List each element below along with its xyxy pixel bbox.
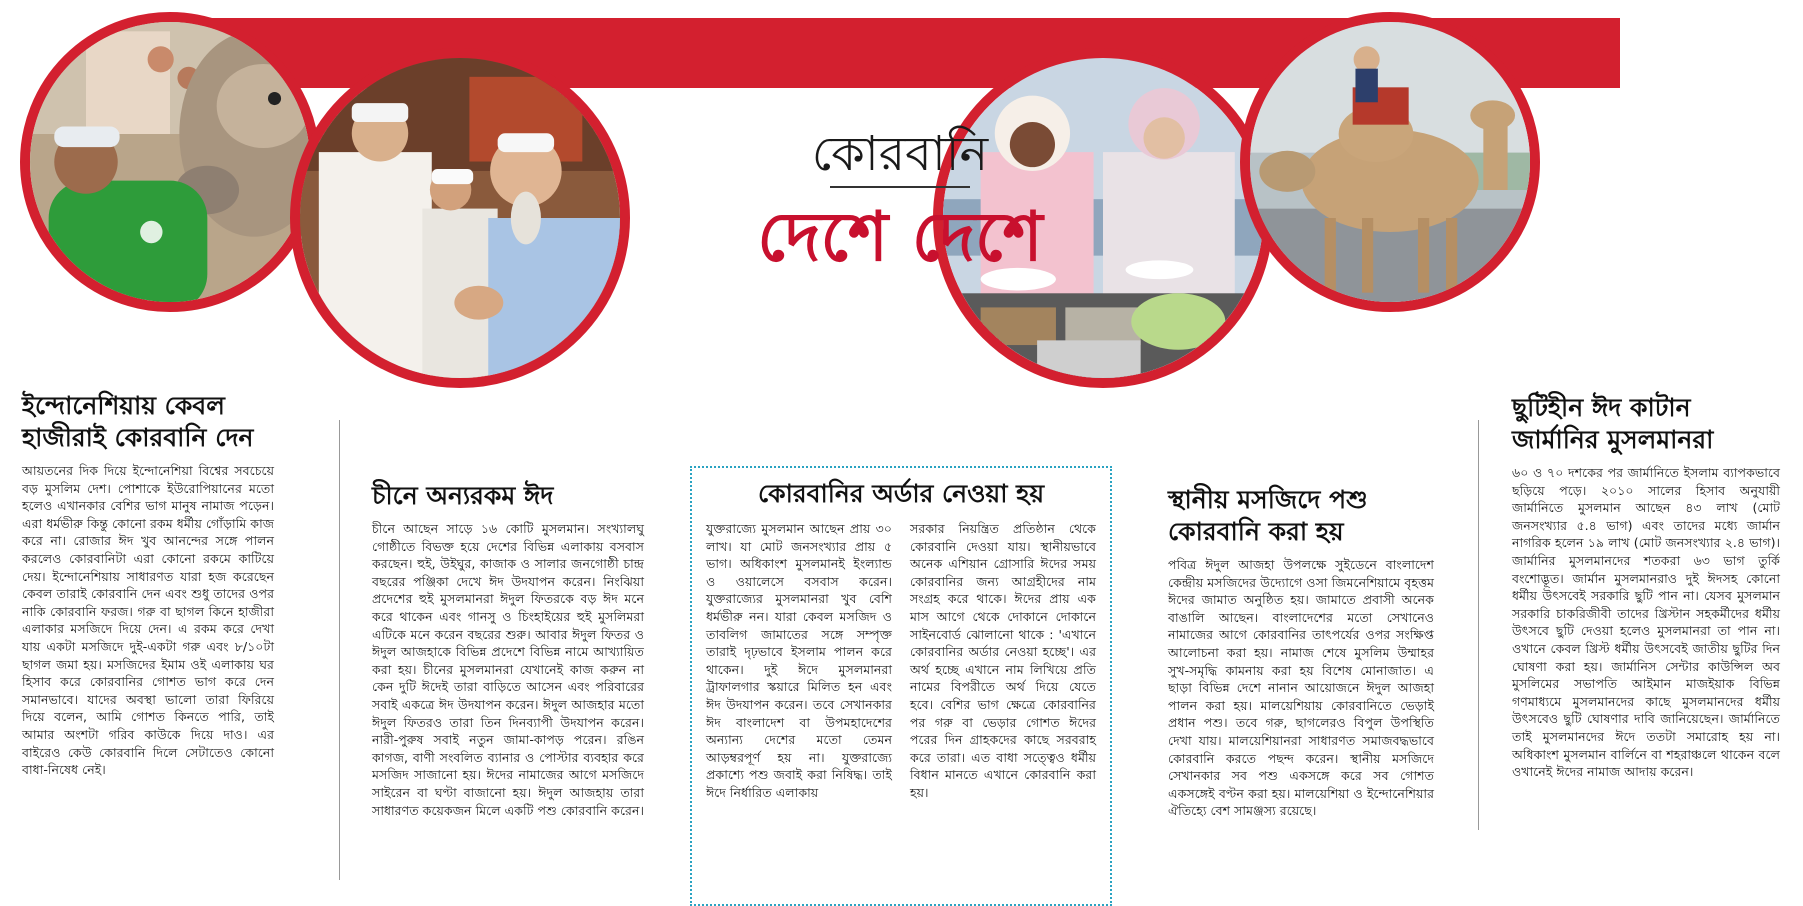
- photo-men-greeting: [290, 48, 630, 388]
- body-uk-col2: সরকার নিয়ন্ত্রিত প্রতিষ্ঠান থেকে কোরবানি দেওয়া যায়। স্থানীয়ভাবে অনেক এশিয়ান গ্রোসারি ঈদের সময় কোরবানির জন্য আগ্রহীদের নাম সংগ্রহ করে থাকে। ঈদের প্রায় এক মাস আগে থেকে দোকানে দোকানে সাইনবোর্ড ঝোলানো থাকে : 'এখানে কোরবানির অর্ডার নেওয়া হচ্ছে'। এর অর্থ হচ্ছে এখানে নাম লিখিয়ে প্রতি নামের বিপরীতে অর্থ দিয়ে যেতে হবে। বেশির ভাগ ক্ষেত্রে কোরবানির পর গরু বা ভেড়ার গোশত ঈদের পরের দিন গ্রাহকদের কাছে সরবরাহ করে তারা। এত বাধা সত্ত্বেও ধর্মীয় বিধান মানতে এখানে কোরবানি করা হয়।: [910, 521, 1096, 800]
- headline-indonesia: ইন্দোনেশিয়ায় কেবল হাজীরাই কোরবানি দেন: [22, 391, 254, 452]
- body-germany: ৬০ ও ৭০ দশকের পর জার্মানিতে ইসলাম ব্যাপকভাবে ছড়িয়ে পড়ে। ২০১০ সালের হিসাব অনুযায়ী জার্মানিতে মুসলমান আছেন ৪৩ লাখ (মোট জনসংখ্যার ৫.৪ ভাগ) এবং তাদের মধ্যে জার্মান নাগরিক হলেন ১৯ লাখ (মোট জনসংখ্যার ২.৪ ভাগ)। জার্মানির মুসলমানদের শতকরা ৬৩ ভাগ তুর্কি বংশোদ্ভূত। জার্মান মুসলমানরাও দুই ঈদসহ কোনো ধর্মীয় উৎসবেই সরকারি ছুটি পান না। যেসব মুসলমান সরকারি চাকরিজীবী তাদের খ্রিস্টান সহকর্মীদের ধর্মীয় উৎসবে ছুটি দেওয়া হলেও মুসলমানরা তা পান না। ওখানে কেবল খ্রিস্ট ধর্মীয় উৎসবেই জাতীয় ছুটির দিন ঘোষণা করা হয়। জার্মানিস সেন্টার কাউন্সিল অব মুসলিমের সভাপতি আইমান মাজইয়াক বিভিন্ন গণমাধ্যমে মুসলমানদের কাছে মুসলমানদের ধর্মীয় উৎসবেও ছুটি ঘোষণার দাবি জানিয়েছেন। জার্মানিতে তাই মুসলমানদের ঈদে ততটা সমারোহ হয় না। অধিকাংশ মুসলমান বার্লিনে বা শহরাঞ্চলে থাকেন বলে ওখানেই ঈদের নামাজ আদায় করেন।: [1512, 465, 1780, 780]
- article-indonesia: [22, 390, 274, 779]
- body-indonesia: আয়তনের দিক দিয়ে ইন্দোনেশিয়া বিশ্বের সবচেয়ে বড় মুসলিম দেশ। পোশাকে ইউরোপিয়ানের মতো হলেও এখানকার বেশির ভাগ মানুষ নামাজ পড়েন। এরা ধর্মভীরু কিন্তু কোনো রকম ধর্মীয় গোঁড়ামি কাজ করে না। রোজার ঈদ খুব আনন্দের সঙ্গে পালন করলেও কোরবানিটা এরা কোনো রকমে কাটিয়ে দেয়। ইন্দোনেশিয়ায় সাধারণত যারা হজ করেছেন কেবল তারাই কোরবানি দেন এবং শুধু তাদের ওপর নাকি কোরবানি ফরজ। গরু বা ছাগল কিনে হাজীরা এলাকার মসজিদে দিয়ে দেন। এ রকম করে দেখা যায় একটা মসজিদে দুই-একটা গরু এবং ৮/১০টা ছাগল জমা হয়। মসজিদের ইমাম ওই এলাকায় ঘর হিসাব করে কোরবানির গোশত ভাগ করে দেন সমানভাবে। যাদের অবস্থা ভালো তারা ফিরিয়ে দিয়ে বলেন, আমি গোশত কিনতে পারি, তাই আমার অংশটা গরিব কাউকে দিয়ে দাও। এর বাইরেও কেউ কোরবানি দিলে সেটাতেও কোনো বাধা-নিষেধ নেই।: [22, 463, 274, 778]
- column-divider: [339, 420, 340, 880]
- article-china: [372, 480, 644, 819]
- article-malaysia: [1168, 484, 1434, 820]
- headline-malaysia: স্থানীয় মসজিদে পশু কোরবানি করা হয়: [1168, 485, 1368, 546]
- article-germany: [1512, 392, 1780, 781]
- body-malaysia: পবিত্র ঈদুল আজহা উপলক্ষে সুইডেনে বাংলাদেশ কেন্দ্রীয় মসজিদের উদ্যোগে ওসা জিমনেশিয়ামে বৃহত্তম ঈদের জামাত অনুষ্ঠিত হয়। জামাতে প্রবাসী অনেক বাঙালি আছেন। বাংলাদেশের মতো সেখানেও নামাজের আগে কোরবানির তাৎপর্যের ওপর সংক্ষিপ্ত আলোচনা করা হয়। নামাজ শেষে মুসলিম উম্মাহর সুখ-সমৃদ্ধি কামনায় করা হয় বিশেষ মোনাজাত। এ ছাড়া বিভিন্ন দেশে নানান আয়োজনে ঈদুল আজহা পালন করা হয়। মালয়েশিয়ায় কোরবানিতে ভেড়াই প্রধান পশু। তবে গরু, ছাগলেরও বিপুল উপস্থিতি দেখা যায়। মালয়েশিয়ানরা সাধারণত সমাজবদ্ধভাবে কোরবানি করতে পছন্দ করেন। স্থানীয় মসজিদে সেখানকার সব পশু একসঙ্গে করে সব গোশত একসঙ্গেই বণ্টন করা হয়। মালয়েশিয়া ও ইন্দোনেশিয়ার ঐতিহ্যে বেশ সামঞ্জস্য রয়েছে।: [1168, 557, 1434, 819]
- uk-columns: [706, 520, 1096, 802]
- photo-man-with-cow: [20, 12, 320, 312]
- photo-camel-ride: [1240, 12, 1540, 312]
- section-title-top: কোরবানি: [811, 126, 989, 182]
- section-title-main: দেশে দেশে: [757, 197, 1043, 277]
- column-divider: [1478, 420, 1479, 830]
- article-uk-box: [690, 466, 1112, 906]
- title-divider: [830, 186, 970, 188]
- headline-uk: কোরবানির অর্ডার নেওয়া হয়: [757, 479, 1045, 508]
- headline-china: চীনে অন্যরকম ঈদ: [372, 481, 554, 510]
- headline-germany: ছুটিহীন ঈদ কাটান জার্মানির মুসলমানরা: [1512, 393, 1714, 454]
- body-uk-col1: যুক্তরাজ্যে মুসলমান আছেন প্রায় ৩০ লাখ। যা মোট জনসংখ্যার প্রায় ৫ ভাগ। অধিকাংশ মুসলমানই ইংল্যান্ড ও ওয়ালেসে বসবাস করেন। যুক্তরাজ্যের মুসলমানরা খুব বেশি ধর্মভীরু নন। যারা কেবল মসজিদ ও তাবলিগ জামাতের সঙ্গে সম্পৃক্ত তারাই দৃঢ়ভাবে ইসলাম পালন করে থাকেন। দুই ঈদে মুসলমানরা ট্রাফালগার স্কয়ারে মিলিত হন এবং ঈদ উদযাপন করেন। তবে সেখানকার ঈদ বাংলাদেশ বা উপমহাদেশের অন্যান্য দেশের মতো তেমন আড়ম্বরপূর্ণ হয় না। যুক্তরাজ্যে প্রকাশ্যে পশু জবাই করা নিষিদ্ধ। তাই ঈদে নির্ধারিত এলাকায়: [706, 521, 892, 800]
- body-china: চীনে আছেন সাড়ে ১৬ কোটি মুসলমান। সংখ্যালঘু গোষ্ঠীতে বিভক্ত হয়ে দেশের বিভিন্ন এলাকায় বসবাস করছেন। হুই, উইঘুর, কাজাক ও সালার জনগোষ্ঠী চান্দ্র বছরের পঞ্জিকা দেখে ঈদ উদযাপন করেন। নিংঝিয়া প্রদেশের হুই মুসলমানরা ঈদুল ফিতরকে বড় ঈদ মনে করে থাকেন এবং গানসু ও চিংহাইয়ের হুই মুসলিমরা এটিকে মনে করেন বছরের শুরু। আবার ঈদুল ফিতর ও ঈদুল আজহাকে বিভিন্ন প্রদেশে বিভিন্ন নামে আখ্যায়িত করা হয়। চীনের মুসলমানরা যেখানেই কাজ করুন না কেন দুটি ঈদেই তারা বাড়িতে আসেন এবং পরিবারের সবাই একত্রে ঈদ উদযাপন করেন। ঈদুল আজহার মতো ঈদুল ফিতরও তারা তিন দিনব্যাপী উদযাপন করেন। নারী-পুরুষ সবাই নতুন জামা-কাপড় পরেন। রঙিন কাগজ, বাণী সংবলিত ব্যানার ও পোস্টার ব্যবহার করে মসজিদ সাজানো হয়। ঈদের নামাজের আগে মসজিদে সাইরেন বা ঘণ্টা বাজানো হয়। ঈদুল আজহায় তারা সাধারণত কয়েকজন মিলে একটি পশু কোরবানি করেন।: [372, 521, 644, 818]
